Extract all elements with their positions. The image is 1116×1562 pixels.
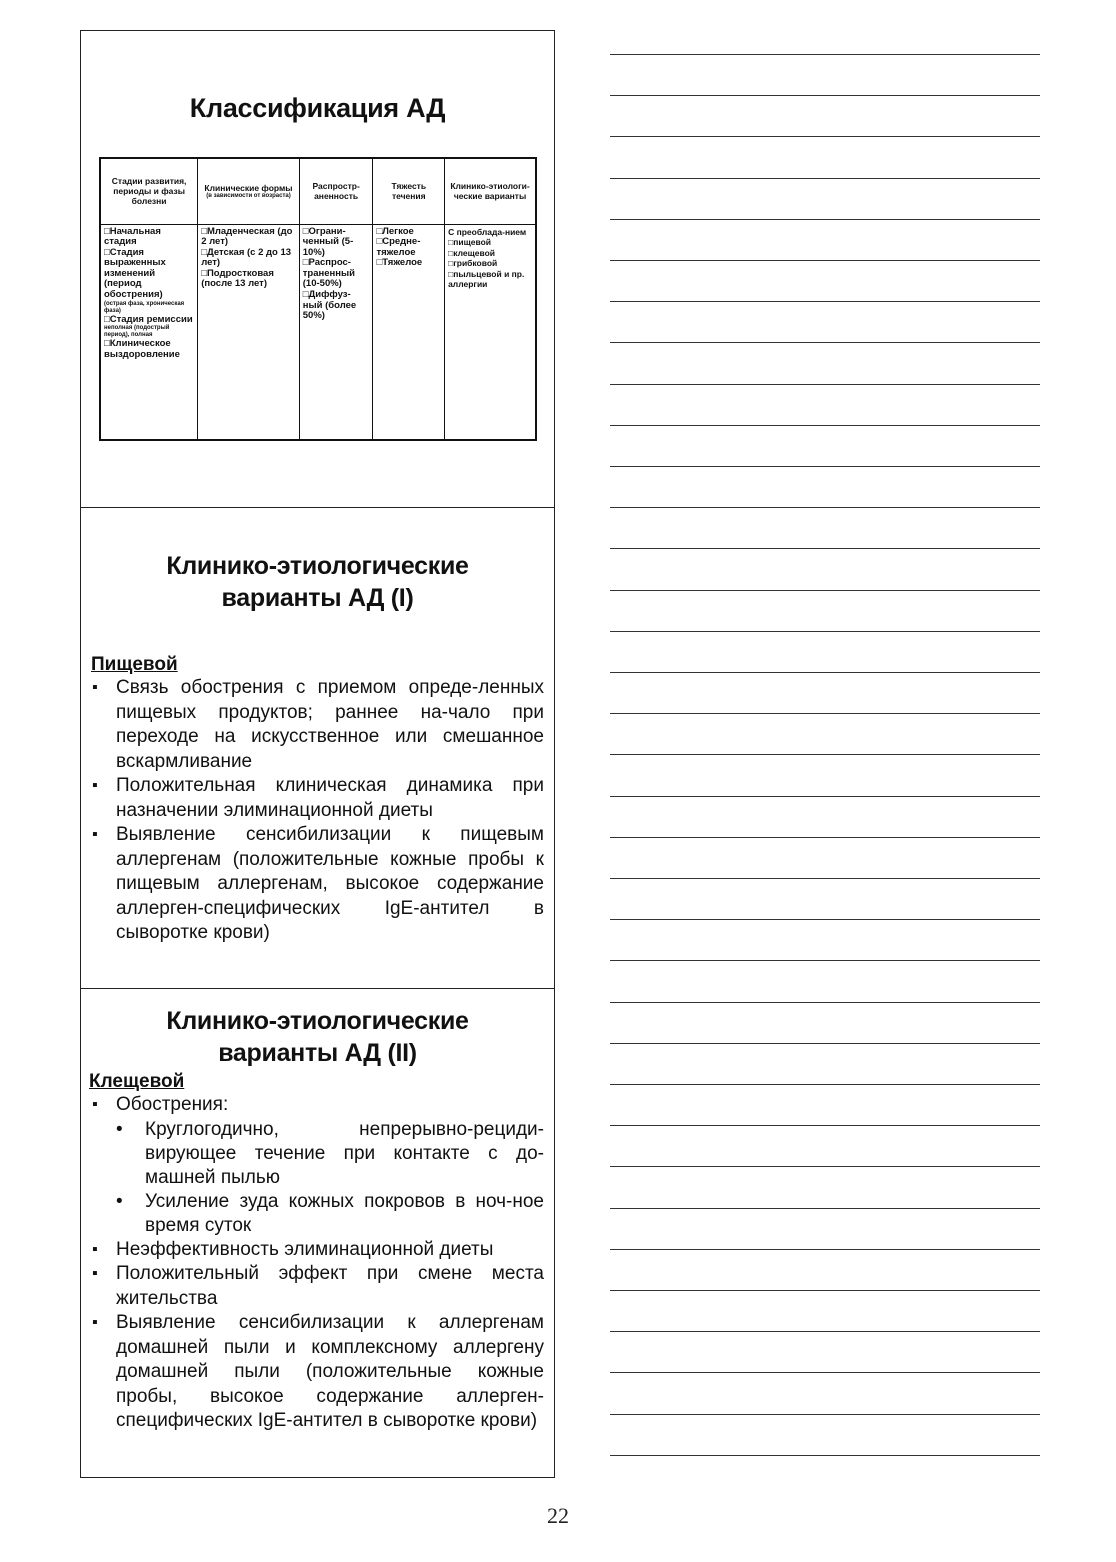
note-line xyxy=(610,260,1040,261)
note-line xyxy=(610,837,1040,838)
table-cell-forms: □Младенческая (до 2 лет) □Детская (с 2 до 13 лет) □Подростковая (после 13 лет) xyxy=(198,224,300,440)
header-cell: Стадии развития, периоды и фазы болезни xyxy=(100,158,198,224)
note-line xyxy=(610,960,1040,961)
sub-bullet-list xyxy=(116,1118,544,1238)
note-line xyxy=(610,1455,1040,1456)
list-item: ▪ Неэффективность элиминационной диеты xyxy=(89,1238,544,1263)
list-item: ▪ Выявление сенсибилизации к пищевым аллергенам (положительные кожные пробы к пищевым аллергенам, высокое содержание аллерген-специфических IgE-антител в сыворотке крови) xyxy=(89,823,544,946)
list-item: ▪ Связь обострения с приемом опреде-ленных пищевых продуктов; раннее на-чало при переходе на искусственное или смешанное вскармливание xyxy=(89,676,544,774)
header-cell: Распростр-аненность xyxy=(299,158,373,224)
slide-title xyxy=(81,1005,554,1069)
list-item: ▪ Обострения: • Круглогодично, непрерывно-рециди-вирующее течение при контакте с до-машней пылью • Усиление зуда кожных покровов в ноч-ное время суток xyxy=(89,1093,544,1238)
slide-mite-variant xyxy=(80,988,555,1478)
slide-title: Классификация АД xyxy=(189,93,446,123)
note-line xyxy=(610,590,1040,591)
sub-list-item: • Круглогодично, непрерывно-рециди-вирующее течение при контакте с до-машней пылью xyxy=(116,1118,544,1190)
note-line xyxy=(610,1414,1040,1415)
page-number: 22 xyxy=(547,1503,569,1528)
title-line: Клинико-этиологические xyxy=(166,1007,469,1035)
note-line xyxy=(610,54,1040,55)
list-item: ▪ Положительная клиническая динамика при назначении элиминационной диеты xyxy=(89,774,544,823)
table-header-row xyxy=(100,158,536,224)
list-item: ▪ Положительный эффект при смене места жительства xyxy=(89,1262,544,1311)
note-line xyxy=(610,919,1040,920)
table-cell-severity: □Легкое □Средне-тяжелое □Тяжелое xyxy=(373,224,445,440)
title-line: варианты АД (II) xyxy=(218,1039,417,1067)
note-line xyxy=(610,1002,1040,1003)
note-line xyxy=(610,1372,1040,1373)
note-line xyxy=(610,754,1040,755)
classification-table xyxy=(99,157,537,441)
note-line xyxy=(610,1125,1040,1126)
note-line xyxy=(610,796,1040,797)
slide-classification xyxy=(80,30,555,508)
note-line xyxy=(610,713,1040,714)
note-line xyxy=(610,301,1040,302)
slide-title xyxy=(81,550,554,614)
table-cell-variants: С преоблада-нием □пищевой □клещевой □грибковой □пыльцевой и пр. аллергии xyxy=(445,224,536,440)
bullet-list xyxy=(89,676,544,946)
note-line xyxy=(610,95,1040,96)
note-line xyxy=(610,219,1040,220)
note-line xyxy=(610,1290,1040,1291)
note-line xyxy=(610,136,1040,137)
note-line xyxy=(610,1331,1040,1332)
table-row xyxy=(100,224,536,440)
note-line xyxy=(610,507,1040,508)
header-cell: Клинические формы (в зависимости от возраста) xyxy=(198,158,300,224)
note-line xyxy=(610,548,1040,549)
note-line xyxy=(610,342,1040,343)
note-line xyxy=(610,178,1040,179)
header-cell: Клинико-этиологи-ческие варианты xyxy=(445,158,536,224)
note-line xyxy=(610,1249,1040,1250)
title-line: Клинико-этиологические xyxy=(166,552,469,580)
section-heading: Пищевой xyxy=(91,654,178,675)
note-line xyxy=(610,1166,1040,1167)
note-line xyxy=(610,466,1040,467)
title-line: варианты АД (I) xyxy=(221,584,414,612)
header-cell: Тяжесть течения xyxy=(373,158,445,224)
note-line xyxy=(610,878,1040,879)
sub-list-item: • Усиление зуда кожных покровов в ноч-ное время суток xyxy=(116,1190,544,1238)
note-line xyxy=(610,631,1040,632)
note-line xyxy=(610,1084,1040,1085)
note-line xyxy=(610,1208,1040,1209)
list-item: ▪ Выявление сенсибилизации к аллергенам домашней пыли и комплексному аллергену домашней пыли (положительные кожные пробы, высокое содержание аллерген-специфических IgE-антител в сыворотке крови) xyxy=(89,1311,544,1434)
note-line xyxy=(610,384,1040,385)
note-line xyxy=(610,425,1040,426)
note-line xyxy=(610,1043,1040,1044)
section-heading: Клещевой xyxy=(89,1071,185,1092)
bullet-list xyxy=(89,1093,544,1434)
table-cell-stages: □Начальная стадия □Стадия выраженных изменений (период обострения) (острая фаза, хроническая фаза) □Стадия ремиссии неполная (подострый период), полная □Клиническое выздоровление xyxy=(100,224,198,440)
slide-food-variant xyxy=(80,507,555,989)
note-line xyxy=(610,672,1040,673)
table-cell-spread: □Ограни-ченный (5-10%) □Распрос-траненный (10-50%) □Диффуз-ный (более 50%) xyxy=(299,224,373,440)
